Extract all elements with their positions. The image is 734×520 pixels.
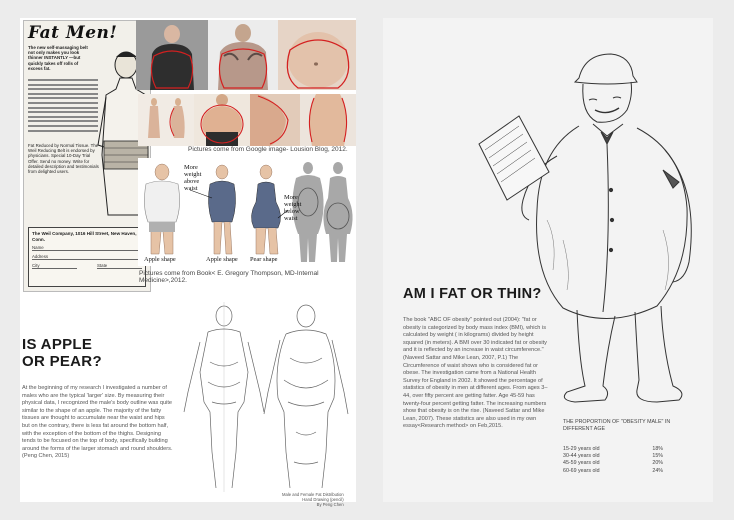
photo-man-overweight bbox=[194, 94, 250, 146]
obesity-age-table bbox=[563, 446, 663, 475]
ad-text-lines bbox=[28, 79, 98, 134]
apple-or-pear-heading bbox=[22, 336, 102, 370]
more-weight-below-label: More weight below waist bbox=[284, 194, 302, 222]
coupon-name-field: Name bbox=[32, 245, 142, 251]
more-weight-above-label: More weight above waist bbox=[184, 164, 202, 192]
ad-headline: Fat Men! bbox=[28, 23, 118, 43]
pct-cell: 24% bbox=[652, 467, 663, 474]
anatomy-sketch bbox=[178, 302, 354, 496]
table-row bbox=[563, 460, 663, 467]
table-row bbox=[563, 453, 663, 460]
photo-man-front bbox=[136, 20, 208, 90]
age-cell: 60-69 years old bbox=[563, 467, 600, 474]
coupon-company: The Weil Company, 1016 Hill Street, New Haven, Conn. bbox=[32, 231, 137, 242]
ad-coupon bbox=[28, 227, 146, 287]
book-caption: Pictures come from Book< E. Gregory Thompson, MD-Internal Medicine>,2012. bbox=[139, 270, 319, 284]
obesity-table-title: THE PROPORTION OF "OBESITY MALE" IN DIFFERENT AGE bbox=[563, 419, 671, 432]
photo-torso-closeup bbox=[278, 20, 356, 90]
pct-cell: 18% bbox=[652, 446, 663, 452]
right-page bbox=[383, 18, 713, 502]
table-row bbox=[563, 468, 663, 475]
anatomy-caption bbox=[282, 492, 344, 507]
vintage-ad bbox=[23, 20, 151, 292]
photo-figures-profile bbox=[138, 94, 194, 146]
age-cell: 30-44 years old bbox=[563, 453, 600, 460]
photo-back-view bbox=[300, 94, 356, 146]
photo-tattooed-man bbox=[208, 20, 278, 90]
body-shape-figures bbox=[138, 158, 352, 266]
anatomy-caption-line-2: Hand Drawing (pencil) bbox=[302, 497, 344, 502]
fat-or-thin-heading: AM I FAT OR THIN? bbox=[403, 286, 542, 302]
pct-cell: 15% bbox=[652, 453, 663, 460]
coupon-city-field: City bbox=[32, 263, 77, 269]
photos-caption: Pictures come from Google image- Lousion Blog, 2012. bbox=[188, 146, 348, 153]
heading-line-1: IS APPLE bbox=[22, 336, 93, 353]
anatomy-caption-line-1: Male and Female Fat Distribution bbox=[282, 492, 344, 497]
apple-shape-label-2: Apple shape bbox=[206, 256, 238, 263]
apple-pear-paragraph: At the beginning of my research I investigated a number of males who are the typical 'larger' size. By measuring their physical data, I recognized the male's body outline was quite similar to the shape of an apple. The majority of the fatty tissues are thought to accumulate near the waist and hips but on the contrary, there is less fat around the bottom half, with the exception of the bottom of the thighs. Designing tends to be focused on the top of body, specifically building around the forms of the larger stomach and round shoulders. (Peng Chen, 2015) bbox=[22, 385, 173, 460]
apple-shape-label-1: Apple shape bbox=[144, 256, 176, 263]
heading-line-2: OR PEAR? bbox=[22, 353, 102, 370]
age-cell: 45-59 years old bbox=[563, 460, 600, 467]
pct-cell: 20% bbox=[652, 460, 663, 467]
ad-body-text: Fat Reduced by Normal Tissue. The Weil Reducing Belt is endorsed by physicians. Special 10-Day Trial Offer. Send no money. Write for detailed description and testimonials from delighted users. bbox=[28, 143, 99, 175]
pear-shape-label: Pear shape bbox=[250, 256, 278, 263]
ad-subhead: The new self-massaging belt not only makes you look thinner INSTANTLY —but quickly takes off rolls of excess fat. bbox=[28, 45, 88, 71]
anatomy-caption-line-3: By Peng Chen bbox=[316, 502, 344, 507]
age-cell: 15-29 years old bbox=[563, 446, 600, 452]
table-row bbox=[563, 446, 663, 453]
fat-or-thin-paragraph: The book "ABC OF obesity" pointed out (2004): "fat or obesity is categorized by body mass index (BMI), which is calculated by weight ( in kilograms) divided by height squared (in meters). A BMI over 30 indicated fat or obesity and it is reflected by an increase in waist circumference." (Naveed Sattar and Mike Lean, 2007, P.1) The Circumference of waist shows who is considered fat or obese. The investigation came from a National Health Survey for England in 2002. It showed the percentage of statistics of obesity in men at different ages. From ages 3–44, over fifty percent are getting fatter. Age 45-59 has twenty-four percent getting fatter. The increasing numbers show that obesity is on the rise. (Naveed Sattar and Mike Lean, 2007). These statistics are also used in my own essay<Research method> on Feb,2015. bbox=[403, 317, 548, 430]
body-shape-diagram bbox=[138, 158, 352, 266]
left-page bbox=[20, 18, 356, 507]
coupon-address-field: Address bbox=[32, 254, 142, 260]
photo-side-belly bbox=[250, 94, 300, 146]
coupon-state-field: State bbox=[97, 263, 142, 269]
